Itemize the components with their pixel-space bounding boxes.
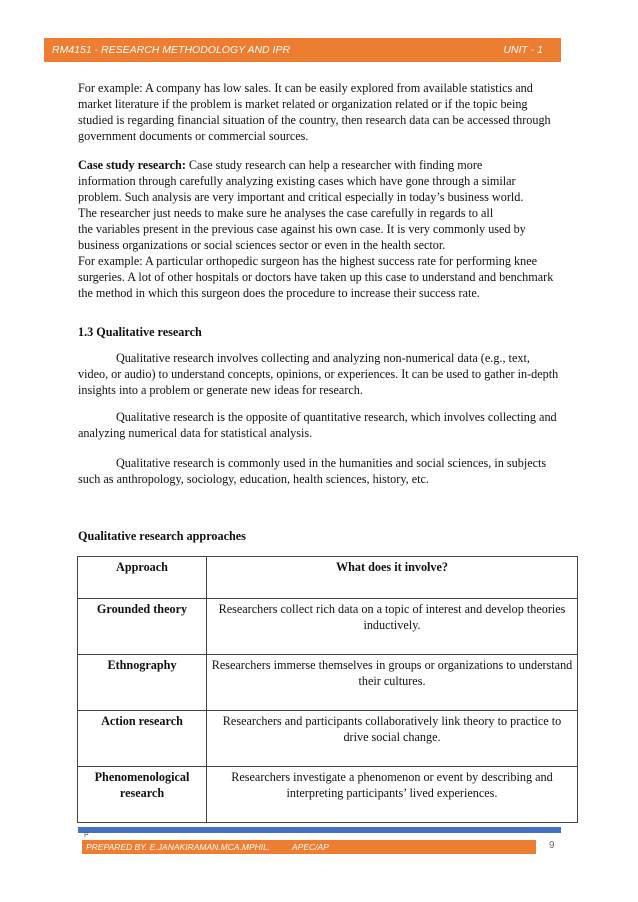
qualitative-paragraph-2: Qualitative research is the opposite of quantitative research, which involves collecting and analyzing numerical data for statistical analysis.: [78, 410, 557, 440]
table-row: [78, 599, 578, 655]
footer-institution: APEC/AP: [292, 842, 329, 852]
header-unit: UNIT - 1: [503, 44, 543, 56]
involves-cell: Researchers collect rich data on a topic of interest and develop theories inductively.: [207, 599, 578, 655]
case-study-line: the variables present in the previous case against his own case. It is very commonly used by: [78, 222, 526, 236]
header-course-title: RM4151 - RESEARCH METHODOLOGY AND IPR: [52, 44, 291, 56]
page-number: 9: [549, 840, 555, 851]
section-heading: 1.3 Qualitative research: [78, 325, 202, 339]
page-footer: [82, 840, 536, 854]
case-study-line: The researcher just needs to make sure he analyses the case carefully in regards to all: [78, 206, 494, 220]
table-header-row: [78, 557, 578, 599]
approach-cell: Ethnography: [78, 655, 207, 711]
case-study-line: information through carefully analyzing existing cases which have gone through a similar: [78, 174, 516, 188]
table-header-cell: Approach: [78, 557, 207, 599]
approaches-table: [77, 556, 578, 823]
footer-mark: P: [84, 832, 89, 839]
case-study-label: Case study research:: [78, 158, 186, 172]
example-paragraph-2: For example: A particular orthopedic surgeon has the highest success rate for performing knee surgeries. A lot of other hospitals or doctors have taken up this case to understand and benchmark the method in which this surgeon does the procedure to increase their success rate.: [78, 254, 554, 300]
case-study-paragraph: [78, 157, 562, 253]
involves-cell: Researchers immerse themselves in groups or organizations to understand their cultures.: [207, 655, 578, 711]
table-row: [78, 767, 578, 823]
case-study-line: problem. Such analysis are very important and critical especially in today’s business world.: [78, 190, 524, 204]
approach-cell: Phenomenological research: [78, 767, 207, 823]
approach-cell: Grounded theory: [78, 599, 207, 655]
footer-prepared-by: PREPARED BY. E.JANAKIRAMAN.MCA.MPHIL.: [86, 842, 271, 852]
approaches-heading: Qualitative research approaches: [78, 529, 246, 543]
page-header: [44, 38, 561, 62]
case-study-line: business organizations or social sciences sector or even in the health sector.: [78, 238, 446, 252]
table-header-cell: What does it involve?: [207, 557, 578, 599]
table-row: [78, 711, 578, 767]
qualitative-paragraph-3: Qualitative research is commonly used in the humanities and social sciences, in subjects such as anthropology, sociology, education, health sciences, history, etc.: [78, 456, 547, 486]
involves-cell: Researchers investigate a phenomenon or event by describing and interpreting participants’ lived experiences.: [207, 767, 578, 823]
approach-cell: Action research: [78, 711, 207, 767]
case-study-line: Case study research can help a researcher with finding more: [188, 158, 483, 172]
table-row: [78, 655, 578, 711]
qualitative-paragraph-1: Qualitative research involves collecting and analyzing non-numerical data (e.g., text, video, or audio) to understand concepts, opinions, or experiences. It can be used to gather in-depth insights into a problem or generate new ideas for research.: [78, 351, 559, 397]
example-paragraph-1: For example: A company has low sales. It can be easily explored from available statistics and market literature if the problem is market related or organization related or if the topic being studied is regarding financial situation of the country, then research data can be accessed through government documents or commercial sources.: [78, 81, 551, 143]
footer-divider: [78, 827, 561, 833]
involves-cell: Researchers and participants collaboratively link theory to practice to drive social change.: [207, 711, 578, 767]
